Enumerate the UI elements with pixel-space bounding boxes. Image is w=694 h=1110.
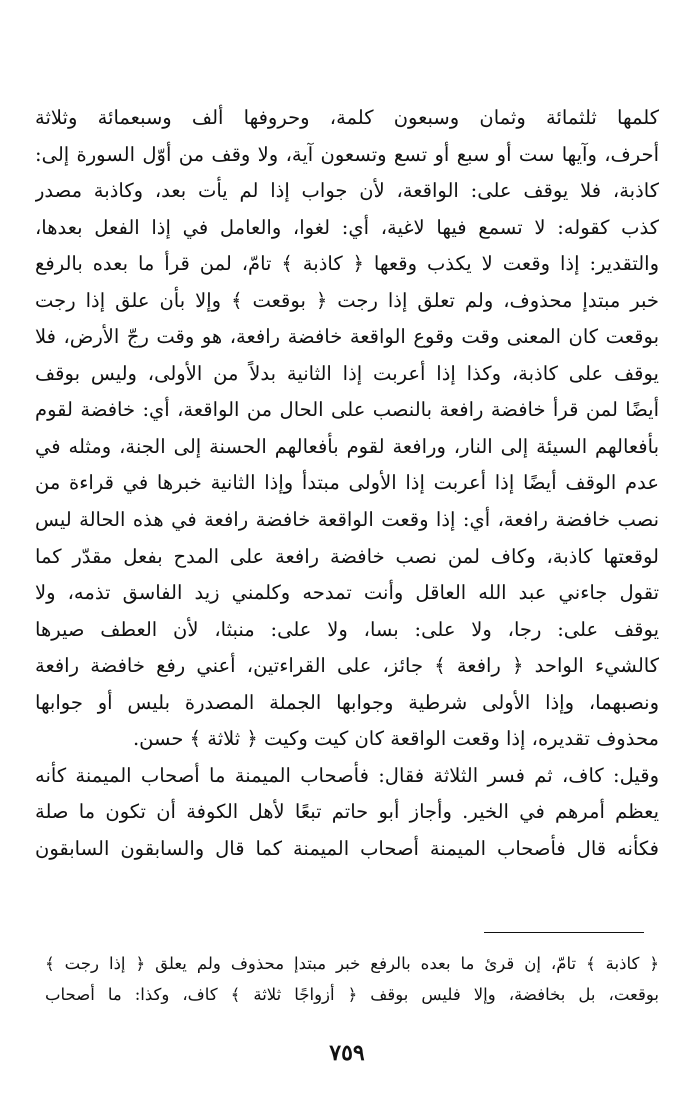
- text-line: أيضًا لمن قرأ خافضة رافعة بالنصب على الحال من الواقعة، أي: خافضة لقوم: [35, 398, 659, 422]
- text-line: محذوف تقديره، إذا وقعت الواقعة كان كيت وكيت ﴿ ثلاثة ﴾ حسن.: [132, 727, 659, 751]
- text-line: كاذبة، فلا يوقف على: الواقعة، لأن جواب إذا لم يأت بعد، وكاذبة مصدر: [35, 179, 659, 203]
- footnote-divider: [484, 932, 644, 933]
- text-line: كالشيء الواحد ﴿ رافعة ﴾ جائز، على القراءتين، أعني رفع خافضة رافعة: [35, 654, 659, 678]
- text-line: كذب كقوله: لا تسمع فيها لاغية، أي: لغوا، والعامل في إذا الفعل بعدها،: [35, 215, 659, 239]
- text-line: يوقف على كاذبة، وكذا إذا أعربت إذا الثانية بدلاً من الأولى، وليس بوقف: [35, 361, 659, 385]
- main-text-block: [35, 100, 659, 867]
- text-line: وقيل: كاف، ثم فسر الثلاثة فقال: فأصحاب الميمنة ما أصحاب الميمنة كأنه: [35, 763, 659, 787]
- text-line: أحرف، وآيها ست أو سبع أو تسع وتسعون آية، ولا وقف من أوّل السورة إلى:: [35, 142, 659, 166]
- text-line: نصب خافضة رافعة، أي: إذا وقعت الواقعة خافضة رافعة في هذه الحالة ليس: [35, 508, 659, 532]
- text-line: بأفعالهم السيئة إلى النار، ورافعة لقوم بأفعالهم الحسنة إلى الجنة، ومثله في: [35, 434, 659, 458]
- text-line: كلمها ثلثمائة وثمان وسبعون كلمة، وحروفها ألف وسبعمائة وثلاثة: [35, 106, 659, 129]
- footnote-line: بوقعت، بل بخافضة، وإلا فليس بوقف ﴿ أزواجًا ثلاثة ﴾ كاف، وكذا: ما أصحاب: [45, 985, 659, 1004]
- text-line: بوقعت كان المعنى وقت وقوع الواقعة خافضة رافعة، هو وقت رجّ الأرض، فلا: [35, 325, 659, 349]
- text-line: تقول جاءني عبد الله العاقل وأنت تمدحه وكلمني زيد الفاسق تذمه، ولا: [35, 581, 659, 605]
- footnote-block: [45, 948, 659, 1010]
- text-line: يوقف على: رجا، ولا على: بسا، ولا على: منبثا، لأن العطف صيرها: [35, 617, 659, 641]
- text-line: فكأنه قال فأصحاب الميمنة أصحاب الميمنة كما قال والسابقون السابقون: [35, 836, 659, 860]
- text-line: والتقدير: إذا وقعت لا يكذب وقعها ﴿ كاذبة ﴾ تامّ، لمن قرأ ما بعده بالرفع: [35, 252, 659, 276]
- page-number: ٧٥٩: [329, 1040, 365, 1066]
- text-line: ونصبهما، وإذا الأولى شرطية وجوابها الجملة المصدرة بليس أو جوابها: [35, 690, 659, 714]
- text-line: يعظم أمرهم في الخير. وأجاز أبو حاتم تبعًا لأهل الكوفة أن تكون ما صلة: [35, 800, 659, 824]
- text-line: خبر مبتدإ محذوف، ولم تعلق إذا رجت ﴿ بوقعت ﴾ وإلا بأن علق إذا رجت: [35, 288, 659, 312]
- footnote-line: ﴿ كاذبة ﴾ تامّ، إن قرئ ما بعده بالرفع خبر مبتدإ محذوف ولم يعلق ﴿ إذا رجت ﴾: [45, 954, 659, 973]
- text-line: عدم الوقف أيضًا إذا أعربت إذا الأولى مبتدأ وإذا الثانية خبرها في قراءة من: [35, 471, 659, 495]
- text-line: لوقعتها كاذبة، وكاف لمن نصب خافضة رافعة على المدح بفعل مقدّر كما: [35, 544, 659, 568]
